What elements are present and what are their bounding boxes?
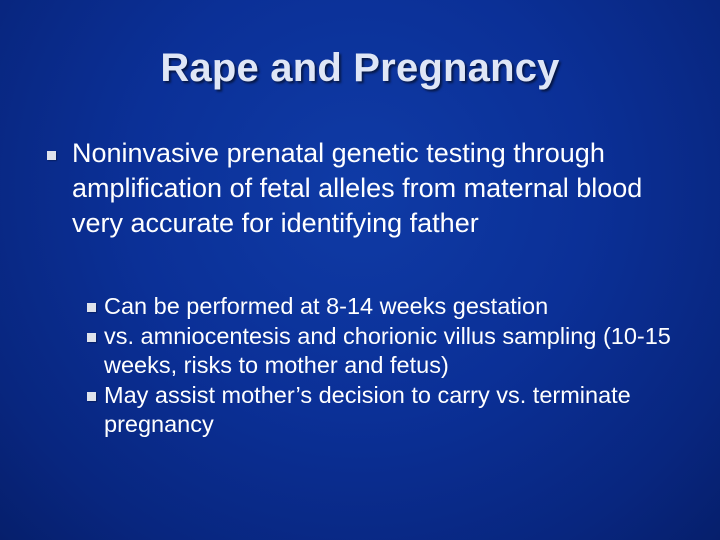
square-bullet-icon — [87, 303, 96, 312]
slide-title: Rape and Pregnancy — [160, 46, 560, 90]
sub-bullet-item — [104, 322, 674, 380]
main-bullet — [72, 136, 672, 241]
sub-bullet-list — [104, 292, 674, 440]
main-bullet-text: Noninvasive prenatal genetic testing through amplification of fetal alleles from maternal blood very accurate for identifying father — [72, 138, 643, 238]
square-bullet-icon — [87, 333, 96, 342]
square-bullet-icon — [87, 392, 96, 401]
sub-bullet-item — [104, 381, 674, 439]
sub-bullet-text: Can be performed at 8-14 weeks gestation — [104, 293, 549, 319]
sub-bullet-text: May assist mother’s decision to carry vs. terminate pregnancy — [104, 382, 631, 437]
square-bullet-icon — [47, 151, 56, 160]
sub-bullet-item — [104, 292, 674, 321]
sub-bullet-text: vs. amniocentesis and chorionic villus sampling (10-15 weeks, risks to mother and fetus) — [104, 323, 671, 378]
